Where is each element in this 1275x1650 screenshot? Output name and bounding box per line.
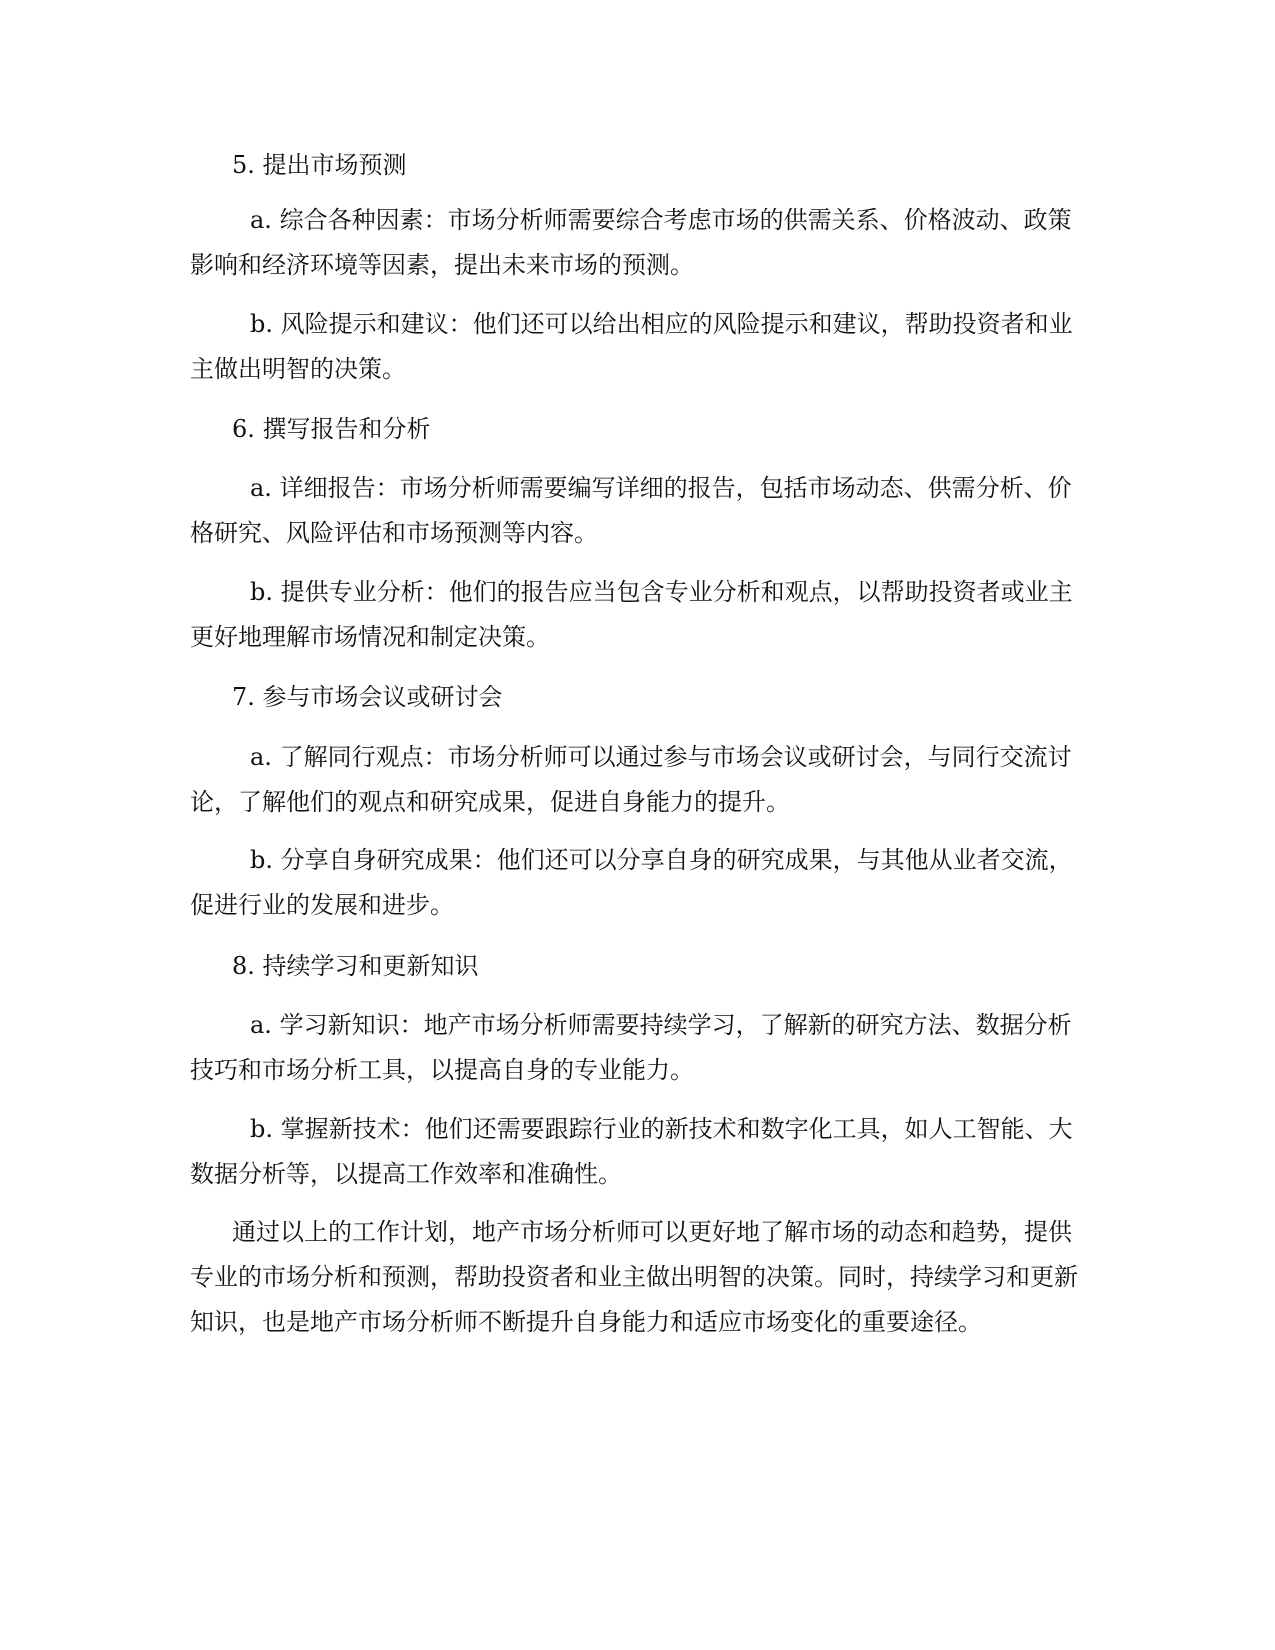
section-heading-8: 8. 持续学习和更新知识 [232, 952, 479, 980]
section-heading-5: 5. 提出市场预测 [232, 151, 407, 179]
section-heading-7: 7. 参与市场会议或研讨会 [232, 683, 503, 711]
section-7-item-a: a. 了解同行观点：市场分析师可以通过参与市场会议或研讨会，与同行交流讨论，了解他们的观点和研究成果，促进自身能力的提升。 [190, 743, 1072, 816]
section-8-item-b: b. 掌握新技术：他们还需要跟踪行业的新技术和数字化工具，如人工智能、大数据分析等，以提高工作效率和准确性。 [190, 1115, 1073, 1188]
section-6-item-a: a. 详细报告：市场分析师需要编写详细的报告，包括市场动态、供需分析、价格研究、风险评估和市场预测等内容。 [190, 474, 1072, 547]
section-heading-6: 6. 撰写报告和分析 [232, 415, 431, 443]
section-7-item-b: b. 分享自身研究成果：他们还可以分享自身的研究成果，与其他从业者交流，促进行业的发展和进步。 [190, 846, 1073, 919]
section-5-item-a: a. 综合各种因素：市场分析师需要综合考虑市场的供需关系、价格波动、政策影响和经济环境等因素，提出未来市场的预测。 [190, 206, 1072, 279]
section-8-item-a: a. 学习新知识：地产市场分析师需要持续学习，了解新的研究方法、数据分析技巧和市场分析工具，以提高自身的专业能力。 [190, 1011, 1072, 1084]
closing-paragraph: 通过以上的工作计划，地产市场分析师可以更好地了解市场的动态和趋势，提供专业的市场分析和预测，帮助投资者和业主做出明智的决策。同时，持续学习和更新知识，也是地产市场分析师不断提升自身能力和适应市场变化的重要途径。 [190, 1218, 1078, 1336]
section-6-item-b: b. 提供专业分析：他们的报告应当包含专业分析和观点，以帮助投资者或业主更好地理解市场情况和制定决策。 [190, 578, 1073, 651]
section-5-item-b: b. 风险提示和建议：他们还可以给出相应的风险提示和建议，帮助投资者和业主做出明智的决策。 [190, 310, 1073, 383]
